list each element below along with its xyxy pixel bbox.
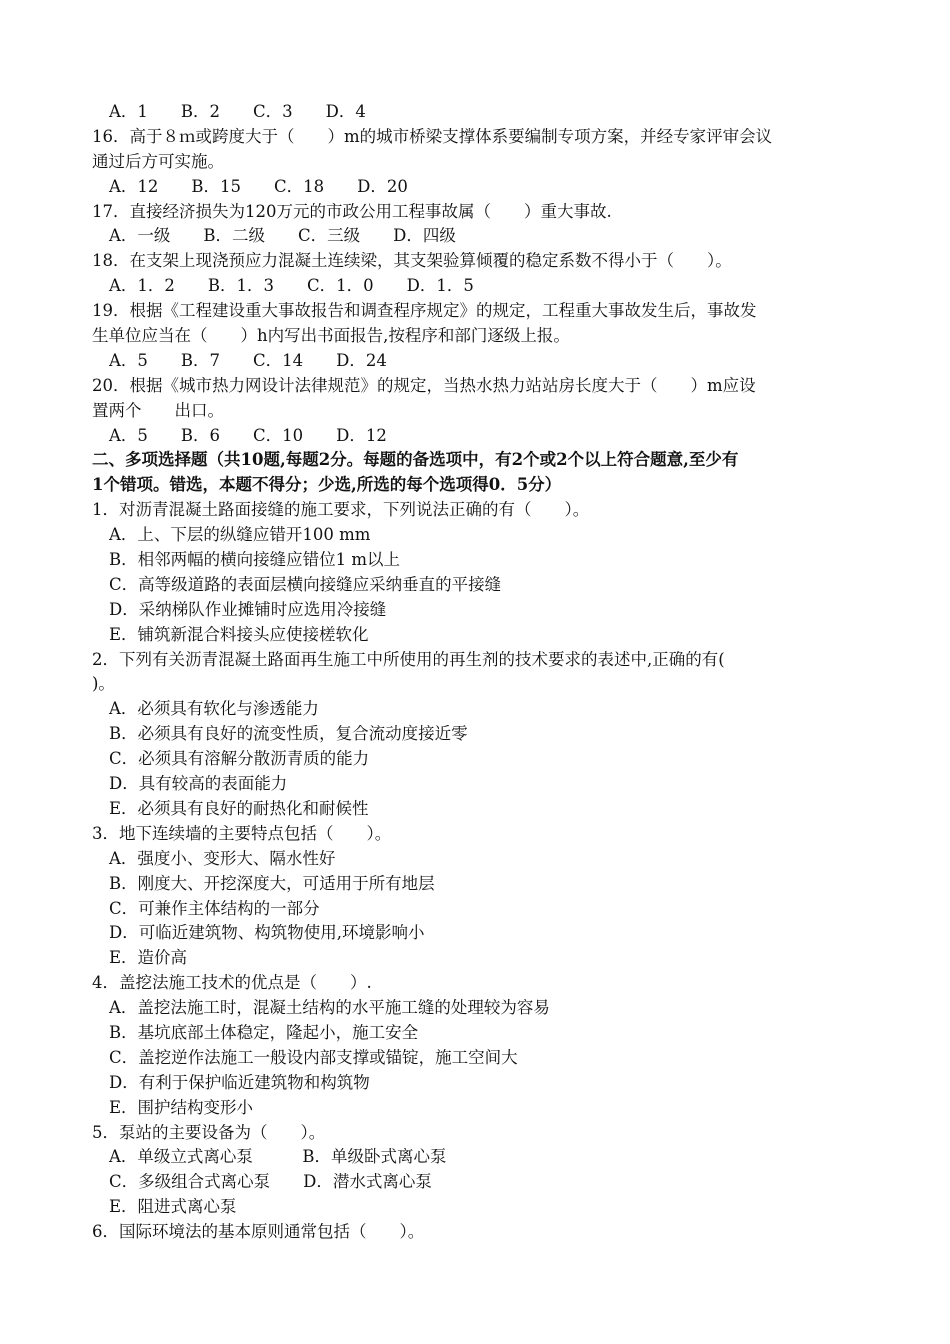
answer-options-line: A．强度小、变形大、隔水性好 [109, 848, 336, 868]
question-text-line: 生单位应当在（ ）h内写出书面报告,按程序和部门逐级上报。 [92, 326, 570, 346]
question-text-line: 20．根据《城市热力网设计法律规范》的规定，当热水热力站站房长度大于（ ）m应设 [92, 375, 756, 395]
question-text-line: 16．高于８ｍ或跨度大于（ ）m的城市桥梁支撑体系要编制专项方案，并经专家评审会议 [92, 126, 773, 146]
answer-options-line: C．多级组合式离心泵 D．潜水式离心泵 [109, 1172, 432, 1192]
question-text-line: 2．下列有关沥青混凝土路面再生施工中所使用的再生剂的技术要求的表述中,正确的有( [92, 649, 725, 669]
question-text-line: 通过后方可实施。 [92, 151, 224, 171]
answer-options-line: D．可临近建筑物、构筑物使用,环境影响小 [109, 923, 425, 943]
question-text-line: 18．在支架上现浇预应力混凝土连续梁，其支架验算倾覆的稳定系数不得小于（ ）。 [92, 251, 732, 271]
answer-options-line: A．12 B．15 C．18 D．20 [109, 176, 408, 196]
question-text-line: 6．国际环境法的基本原则通常包括（ ）。 [92, 1222, 425, 1242]
answer-options-line: E．阻进式离心泵 [109, 1197, 237, 1217]
answer-options-line: A．1．2 B．1．3 C．1．0 D．1．5 [109, 276, 474, 296]
question-text-line: 5．泵站的主要设备为（ ）。 [92, 1122, 326, 1142]
question-text-line: 置两个 出口。 [92, 400, 224, 420]
answer-options-line: A．5 B．7 C．14 D．24 [109, 350, 387, 370]
answer-options-line: C．盖挖逆作法施工一般设内部支撑或锚锭，施工空间大 [109, 1047, 518, 1067]
answer-options-line: C．可兼作主体结构的一部分 [109, 898, 320, 918]
answer-options-line: C．必须具有溶解分散沥青质的能力 [109, 749, 370, 769]
answer-options-line: D．具有较高的表面能力 [109, 774, 288, 794]
answer-options-line: B．相邻两幅的横向接缝应错位1 m以上 [109, 550, 401, 570]
answer-options-line: A．一级 B．二级 C．三级 D．四级 [109, 226, 456, 246]
answer-options-line: B．必须具有良好的流变性质，复合流动度接近零 [109, 724, 468, 744]
question-text-line: 1．对沥青混凝土路面接缝的施工要求，下列说法正确的有（ ）。 [92, 500, 590, 520]
answer-options-line: E．造价高 [109, 948, 188, 968]
answer-options-line: D．有利于保护临近建筑物和构筑物 [109, 1072, 370, 1092]
question-text-line: 4．盖挖法施工技术的优点是（ ）. [92, 973, 372, 993]
document-body [92, 100, 862, 1245]
answer-options-line: A．盖挖法施工时，混凝土结构的水平施工缝的处理较为容易 [109, 998, 550, 1018]
question-text-line: 17．直接经济损失为120万元的市政公用工程事故属（ ）重大事故. [92, 201, 612, 221]
answer-options-line: E．铺筑新混合料接头应使接槎软化 [109, 624, 369, 644]
answer-options-line: B．基坑底部土体稳定，隆起小，施工安全 [109, 1022, 419, 1042]
section-heading-line: 1个错项。错选，本题不得分；少选,所选的每个选项得0．5分） [92, 475, 562, 495]
answer-options-line: A．必须具有软化与渗透能力 [109, 699, 319, 719]
answer-options-line: D．采纳梯队作业摊铺时应选用冷接缝 [109, 599, 387, 619]
section-heading-line: 二、多项选择题（共10题,每题2分。每题的备选项中，有2个或2个以上符合题意,至少有 [92, 450, 739, 470]
answer-options-line: A．5 B．6 C．10 D．12 [109, 425, 387, 445]
question-text-line: 19．根据《工程建设重大事故报告和调查程序规定》的规定，工程重大事故发生后，事故发 [92, 301, 757, 321]
question-text-line: )。 [92, 674, 115, 694]
answer-options-line: B．刚度大、开挖深度大，可适用于所有地层 [109, 873, 435, 893]
answer-options-line: A．上、下层的纵缝应错开100 mm [109, 525, 371, 545]
question-text-line: 3．地下连续墙的主要特点包括（ ）。 [92, 823, 392, 843]
answer-options-line: A．1 B．2 C．3 D．4 [109, 102, 366, 121]
answer-options-line: C．高等级道路的表面层横向接缝应采纳垂直的平接缝 [109, 574, 502, 594]
answer-options-line: E．必须具有良好的耐热化和耐候性 [109, 798, 369, 818]
answer-options-line: A．单级立式离心泵 B．单级卧式离心泵 [109, 1147, 447, 1167]
answer-options-line: E．围护结构变形小 [109, 1097, 254, 1117]
